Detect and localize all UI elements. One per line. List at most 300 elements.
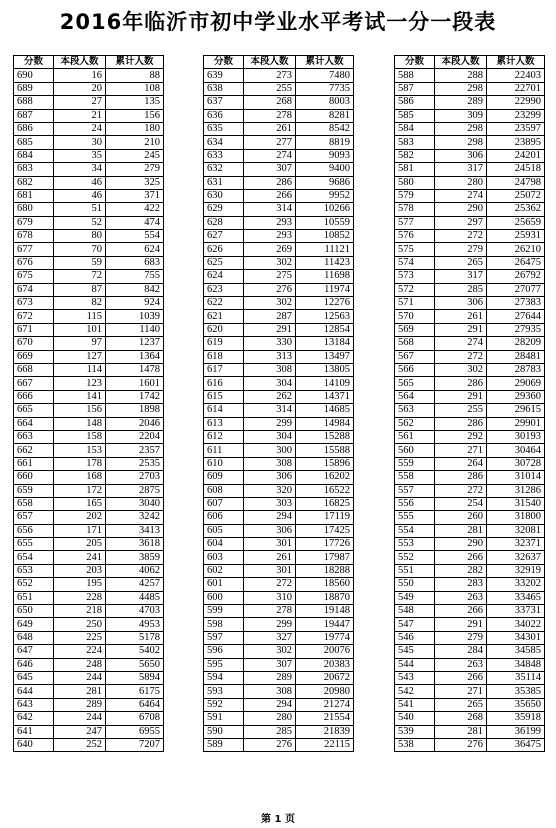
table-row — [204, 658, 354, 671]
total-cell: 20980 — [296, 685, 354, 698]
score-cell: 627 — [204, 230, 244, 243]
score-cell: 549 — [395, 591, 435, 604]
table-row — [14, 256, 164, 269]
count-cell: 275 — [244, 270, 296, 283]
count-cell: 171 — [54, 524, 106, 537]
table-row — [395, 618, 545, 631]
score-cell: 650 — [14, 605, 54, 618]
count-cell: 228 — [54, 591, 106, 604]
total-cell: 1237 — [106, 337, 164, 350]
score-cell: 654 — [14, 551, 54, 564]
table-row — [14, 564, 164, 577]
score-cell: 572 — [395, 283, 435, 296]
count-cell: 276 — [244, 738, 296, 751]
total-cell: 18288 — [296, 564, 354, 577]
total-cell: 1140 — [106, 323, 164, 336]
score-cell: 621 — [204, 310, 244, 323]
score-cell: 583 — [395, 136, 435, 149]
count-cell: 280 — [435, 176, 487, 189]
total-cell: 325 — [106, 176, 164, 189]
score-cell: 687 — [14, 109, 54, 122]
score-cell: 667 — [14, 377, 54, 390]
table-header-row — [395, 56, 545, 69]
total-cell: 16202 — [296, 471, 354, 484]
table-row — [395, 444, 545, 457]
table-row — [14, 511, 164, 524]
total-cell: 17119 — [296, 511, 354, 524]
table-row — [395, 96, 545, 109]
table-row — [395, 176, 545, 189]
table-row — [14, 82, 164, 95]
table-row — [14, 323, 164, 336]
table-row — [204, 323, 354, 336]
table-row — [204, 69, 354, 82]
header-score: 分数 — [395, 56, 435, 69]
count-cell: 306 — [244, 524, 296, 537]
score-cell: 562 — [395, 417, 435, 430]
count-cell: 272 — [435, 350, 487, 363]
count-cell: 298 — [435, 122, 487, 135]
table-row — [14, 363, 164, 376]
count-cell: 70 — [54, 243, 106, 256]
count-cell: 308 — [244, 685, 296, 698]
table-row — [395, 69, 545, 82]
count-cell: 290 — [435, 203, 487, 216]
table-row — [204, 216, 354, 229]
table-row — [14, 310, 164, 323]
score-cell: 634 — [204, 136, 244, 149]
table-row — [14, 685, 164, 698]
score-cell: 596 — [204, 645, 244, 658]
total-cell: 27077 — [487, 283, 545, 296]
total-cell: 12563 — [296, 310, 354, 323]
count-cell: 297 — [435, 216, 487, 229]
count-cell: 286 — [435, 377, 487, 390]
total-cell: 4257 — [106, 578, 164, 591]
count-cell: 301 — [244, 564, 296, 577]
score-cell: 569 — [395, 323, 435, 336]
score-cell: 614 — [204, 404, 244, 417]
count-cell: 263 — [435, 591, 487, 604]
score-cell: 590 — [204, 725, 244, 738]
score-cell: 553 — [395, 538, 435, 551]
total-cell: 31286 — [487, 484, 545, 497]
total-cell: 21839 — [296, 725, 354, 738]
total-cell: 22403 — [487, 69, 545, 82]
count-cell: 292 — [435, 430, 487, 443]
count-cell: 273 — [244, 69, 296, 82]
table-row — [395, 738, 545, 751]
count-cell: 244 — [54, 671, 106, 684]
table-row — [395, 658, 545, 671]
count-cell: 262 — [244, 390, 296, 403]
total-cell: 19148 — [296, 605, 354, 618]
page-number: 第 1 页 — [261, 814, 295, 825]
count-cell: 317 — [435, 270, 487, 283]
total-cell: 279 — [106, 163, 164, 176]
score-cell: 556 — [395, 497, 435, 510]
count-cell: 46 — [54, 176, 106, 189]
table-row — [204, 203, 354, 216]
score-cell: 661 — [14, 457, 54, 470]
total-cell: 11121 — [296, 243, 354, 256]
score-cell: 662 — [14, 444, 54, 457]
count-cell: 272 — [435, 484, 487, 497]
table-row — [14, 712, 164, 725]
score-cell: 626 — [204, 243, 244, 256]
table-row — [395, 404, 545, 417]
count-cell: 299 — [244, 618, 296, 631]
count-cell: 254 — [435, 497, 487, 510]
score-cell: 539 — [395, 725, 435, 738]
count-cell: 308 — [244, 457, 296, 470]
count-cell: 114 — [54, 363, 106, 376]
total-cell: 14984 — [296, 417, 354, 430]
score-cell: 591 — [204, 712, 244, 725]
table-row — [14, 283, 164, 296]
score-cell: 551 — [395, 564, 435, 577]
count-cell: 115 — [54, 310, 106, 323]
count-cell: 284 — [435, 645, 487, 658]
count-cell: 218 — [54, 605, 106, 618]
table-row — [204, 390, 354, 403]
table-row — [14, 631, 164, 644]
total-cell: 33202 — [487, 578, 545, 591]
table-row — [14, 645, 164, 658]
total-cell: 23597 — [487, 122, 545, 135]
score-cell: 568 — [395, 337, 435, 350]
count-cell: 127 — [54, 350, 106, 363]
score-cell: 603 — [204, 551, 244, 564]
score-cell: 633 — [204, 149, 244, 162]
table-row — [395, 390, 545, 403]
score-cell: 597 — [204, 631, 244, 644]
score-cell: 594 — [204, 671, 244, 684]
table-row — [14, 163, 164, 176]
count-cell: 308 — [244, 363, 296, 376]
total-cell: 8542 — [296, 122, 354, 135]
total-cell: 25362 — [487, 203, 545, 216]
table-row — [204, 430, 354, 443]
score-cell: 671 — [14, 323, 54, 336]
table-row — [204, 712, 354, 725]
table-row — [14, 337, 164, 350]
table-row — [14, 390, 164, 403]
count-cell: 97 — [54, 337, 106, 350]
count-cell: 241 — [54, 551, 106, 564]
count-cell: 291 — [435, 618, 487, 631]
score-cell: 663 — [14, 430, 54, 443]
total-cell: 13184 — [296, 337, 354, 350]
table-row — [395, 377, 545, 390]
count-cell: 16 — [54, 69, 106, 82]
score-cell: 632 — [204, 163, 244, 176]
header-total: 累计人数 — [106, 56, 164, 69]
table-row — [204, 404, 354, 417]
table-row — [395, 323, 545, 336]
table-row — [14, 297, 164, 310]
total-cell: 924 — [106, 297, 164, 310]
count-cell: 261 — [244, 551, 296, 564]
score-cell: 600 — [204, 591, 244, 604]
score-cell: 609 — [204, 471, 244, 484]
count-cell: 268 — [244, 96, 296, 109]
total-cell: 35918 — [487, 712, 545, 725]
count-cell: 302 — [435, 363, 487, 376]
total-cell: 17425 — [296, 524, 354, 537]
total-cell: 10559 — [296, 216, 354, 229]
table-row — [395, 270, 545, 283]
score-cell: 618 — [204, 350, 244, 363]
total-cell: 5178 — [106, 631, 164, 644]
total-cell: 20076 — [296, 645, 354, 658]
total-cell: 35114 — [487, 671, 545, 684]
table-row — [204, 96, 354, 109]
total-cell: 34848 — [487, 658, 545, 671]
count-cell: 202 — [54, 511, 106, 524]
count-cell: 274 — [244, 149, 296, 162]
table-row — [14, 189, 164, 202]
count-cell: 35 — [54, 149, 106, 162]
score-cell: 606 — [204, 511, 244, 524]
table-row — [395, 457, 545, 470]
table-row — [204, 471, 354, 484]
score-cell: 561 — [395, 430, 435, 443]
total-cell: 34585 — [487, 645, 545, 658]
header-total: 累计人数 — [296, 56, 354, 69]
count-cell: 261 — [244, 122, 296, 135]
count-cell: 46 — [54, 189, 106, 202]
table-row — [395, 725, 545, 738]
score-cell: 651 — [14, 591, 54, 604]
score-cell: 637 — [204, 96, 244, 109]
header-score: 分数 — [14, 56, 54, 69]
score-cell: 615 — [204, 390, 244, 403]
count-cell: 156 — [54, 404, 106, 417]
count-cell: 279 — [435, 631, 487, 644]
table-row — [204, 564, 354, 577]
score-cell: 566 — [395, 363, 435, 376]
table-row — [204, 497, 354, 510]
score-cell: 678 — [14, 230, 54, 243]
score-cell: 548 — [395, 605, 435, 618]
score-cell: 680 — [14, 203, 54, 216]
table-row — [395, 685, 545, 698]
count-cell: 301 — [244, 538, 296, 551]
total-cell: 1478 — [106, 363, 164, 376]
total-cell: 14371 — [296, 390, 354, 403]
count-cell: 278 — [244, 605, 296, 618]
total-cell: 1364 — [106, 350, 164, 363]
total-cell: 25931 — [487, 230, 545, 243]
score-cell: 672 — [14, 310, 54, 323]
score-cell: 580 — [395, 176, 435, 189]
count-cell: 20 — [54, 82, 106, 95]
count-cell: 82 — [54, 297, 106, 310]
total-cell: 22701 — [487, 82, 545, 95]
table-row — [395, 337, 545, 350]
count-cell: 268 — [435, 712, 487, 725]
header-count: 本段人数 — [54, 56, 106, 69]
score-cell: 576 — [395, 230, 435, 243]
total-cell: 2204 — [106, 430, 164, 443]
count-cell: 289 — [54, 698, 106, 711]
total-cell: 10266 — [296, 203, 354, 216]
score-cell: 610 — [204, 457, 244, 470]
count-cell: 261 — [435, 310, 487, 323]
score-cell: 647 — [14, 645, 54, 658]
total-cell: 842 — [106, 283, 164, 296]
table-row — [204, 725, 354, 738]
total-cell: 8003 — [296, 96, 354, 109]
count-cell: 266 — [244, 189, 296, 202]
total-cell: 29360 — [487, 390, 545, 403]
score-cell: 581 — [395, 163, 435, 176]
total-cell: 24201 — [487, 149, 545, 162]
score-cell: 653 — [14, 564, 54, 577]
total-cell: 33465 — [487, 591, 545, 604]
total-cell: 12276 — [296, 297, 354, 310]
total-cell: 6955 — [106, 725, 164, 738]
total-cell: 683 — [106, 256, 164, 269]
table-row — [395, 122, 545, 135]
table-row — [395, 216, 545, 229]
total-cell: 9093 — [296, 149, 354, 162]
total-cell: 3040 — [106, 497, 164, 510]
table-row — [204, 230, 354, 243]
count-cell: 195 — [54, 578, 106, 591]
table-row — [395, 243, 545, 256]
count-cell: 255 — [244, 82, 296, 95]
table-row — [204, 297, 354, 310]
score-cell: 546 — [395, 631, 435, 644]
table-row — [395, 712, 545, 725]
count-cell: 27 — [54, 96, 106, 109]
table-row — [204, 350, 354, 363]
total-cell: 245 — [106, 149, 164, 162]
score-cell: 602 — [204, 564, 244, 577]
score-cell: 679 — [14, 216, 54, 229]
table-row — [395, 430, 545, 443]
total-cell: 24798 — [487, 176, 545, 189]
count-cell: 287 — [244, 310, 296, 323]
count-cell: 141 — [54, 390, 106, 403]
score-cell: 689 — [14, 82, 54, 95]
count-cell: 289 — [244, 671, 296, 684]
score-cell: 586 — [395, 96, 435, 109]
score-cell: 619 — [204, 337, 244, 350]
table-row — [204, 591, 354, 604]
score-cell: 585 — [395, 109, 435, 122]
total-cell: 4953 — [106, 618, 164, 631]
total-cell: 19447 — [296, 618, 354, 631]
table-row — [395, 484, 545, 497]
table-row — [14, 457, 164, 470]
count-cell: 298 — [435, 136, 487, 149]
count-cell: 271 — [435, 444, 487, 457]
table-row — [204, 698, 354, 711]
total-cell: 2046 — [106, 417, 164, 430]
total-cell: 15896 — [296, 457, 354, 470]
total-cell: 29069 — [487, 377, 545, 390]
count-cell: 158 — [54, 430, 106, 443]
table-row — [204, 511, 354, 524]
total-cell: 2357 — [106, 444, 164, 457]
table-row — [204, 243, 354, 256]
table-row — [204, 551, 354, 564]
count-cell: 300 — [244, 444, 296, 457]
table-row — [395, 136, 545, 149]
table-row — [204, 538, 354, 551]
count-cell: 123 — [54, 377, 106, 390]
count-cell: 265 — [435, 256, 487, 269]
score-cell: 560 — [395, 444, 435, 457]
table-row — [395, 564, 545, 577]
table-row — [204, 337, 354, 350]
count-cell: 314 — [244, 404, 296, 417]
table-row — [395, 297, 545, 310]
score-cell: 641 — [14, 725, 54, 738]
total-cell: 33731 — [487, 605, 545, 618]
score-cell: 582 — [395, 149, 435, 162]
total-cell: 3413 — [106, 524, 164, 537]
score-cell: 628 — [204, 216, 244, 229]
count-cell: 274 — [435, 189, 487, 202]
table-row — [14, 725, 164, 738]
score-table-2 — [203, 55, 354, 752]
total-cell: 7207 — [106, 738, 164, 751]
score-cell: 676 — [14, 256, 54, 269]
score-cell: 629 — [204, 203, 244, 216]
score-cell: 599 — [204, 605, 244, 618]
count-cell: 282 — [435, 564, 487, 577]
score-cell: 652 — [14, 578, 54, 591]
table-row — [14, 216, 164, 229]
table-row — [14, 671, 164, 684]
count-cell: 87 — [54, 283, 106, 296]
table-row — [204, 605, 354, 618]
score-cell: 558 — [395, 471, 435, 484]
count-cell: 306 — [244, 471, 296, 484]
total-cell: 6464 — [106, 698, 164, 711]
table-row — [395, 591, 545, 604]
count-cell: 51 — [54, 203, 106, 216]
count-cell: 306 — [435, 149, 487, 162]
count-cell: 266 — [435, 605, 487, 618]
table-row — [204, 122, 354, 135]
score-cell: 674 — [14, 283, 54, 296]
header-score: 分数 — [204, 56, 244, 69]
table-row — [395, 82, 545, 95]
total-cell: 4062 — [106, 564, 164, 577]
count-cell: 59 — [54, 256, 106, 269]
score-cell: 648 — [14, 631, 54, 644]
count-cell: 278 — [244, 109, 296, 122]
count-cell: 293 — [244, 216, 296, 229]
table-row — [204, 189, 354, 202]
score-cell: 625 — [204, 256, 244, 269]
table-row — [395, 256, 545, 269]
score-cell: 660 — [14, 471, 54, 484]
score-cell: 645 — [14, 671, 54, 684]
count-cell: 307 — [244, 163, 296, 176]
count-cell: 264 — [435, 457, 487, 470]
table-row — [395, 671, 545, 684]
score-table-3 — [394, 55, 545, 752]
table-row — [204, 256, 354, 269]
score-cell: 622 — [204, 297, 244, 310]
table-row — [14, 551, 164, 564]
